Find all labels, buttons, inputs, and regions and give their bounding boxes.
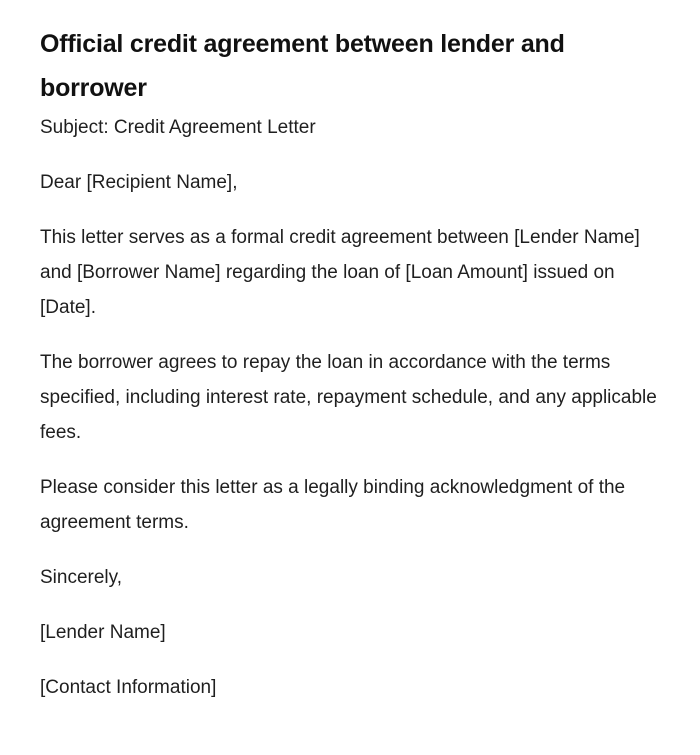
subject-line: Subject: Credit Agreement Letter xyxy=(40,117,316,138)
body-paragraph-2: The borrower agrees to repay the loan in accordance with the terms specified, including interest rate, repayment schedule, and any applicable fees. xyxy=(40,352,657,443)
document-title: Official credit agreement between lender and borrower xyxy=(40,30,565,102)
body-paragraph-1: This letter serves as a formal credit agreement between [Lender Name] and [Borrower Name] regarding the loan of [Loan Amount] issued on [Date]. xyxy=(40,227,640,318)
salutation: Dear [Recipient Name], xyxy=(40,172,238,193)
contact-information: [Contact Information] xyxy=(40,677,217,698)
signer-name: [Lender Name] xyxy=(40,622,166,643)
body-paragraph-3: Please consider this letter as a legally binding acknowledgment of the agreement terms. xyxy=(40,477,626,533)
closing: Sincerely, xyxy=(40,567,123,588)
